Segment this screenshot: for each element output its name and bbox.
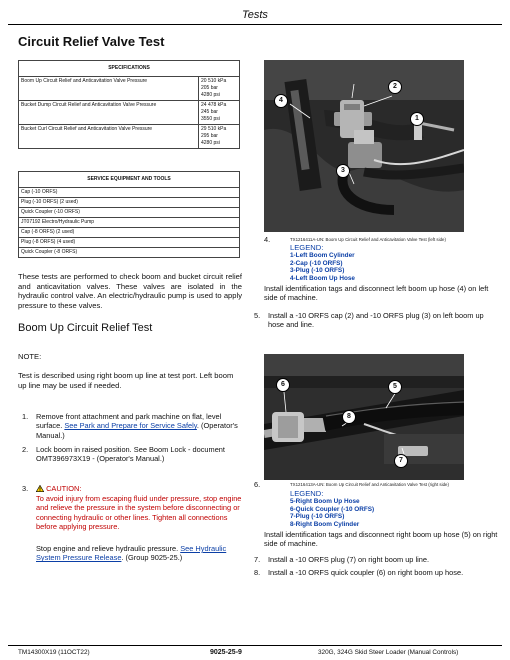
header-title: Tests: [242, 9, 268, 21]
caution-label: CAUTION:: [46, 484, 82, 493]
equipment-item: JT07192 Electro/Hydraulic Pump: [19, 218, 240, 228]
spec-value: 29 510 kPa: [201, 126, 227, 132]
callout-6: 6: [276, 378, 290, 392]
legend-item: 4-Left Boom Up Hose: [290, 274, 355, 282]
spec-value: 245 bar: [201, 109, 218, 115]
caution-text: To avoid injury from escaping fluid under pressure, stop engine and relieve the pressure in the system before disconnecting or connecting hydraulic or other lines. Tighten all connections before applying pressure.: [36, 494, 242, 532]
spec-value: 205 bar: [201, 85, 218, 91]
park-prepare-link[interactable]: See Park and Prepare for Service Safely: [64, 421, 197, 431]
legend-item: 3-Plug (-10 ORFS): [290, 267, 345, 275]
callout-7: 7: [394, 454, 408, 468]
footer-machine-model: 320G, 324G Skid Steer Loader (Manual Controls): [318, 649, 459, 656]
figure-2-legend: [290, 498, 500, 528]
spec-row: [19, 77, 240, 101]
callout-8: 8: [342, 410, 356, 424]
header-rule: [8, 24, 502, 25]
note-text: Test is described using right boom up line at test port. Left boom up line may be used if needed.: [18, 371, 234, 390]
callout-2: 2: [388, 80, 402, 94]
step-4-text: Install identification tags and disconnect left boom up hose (4) on left side of machine.: [264, 284, 489, 303]
footer-document-id: TM14300X19 (11OCT22): [18, 649, 90, 656]
service-equipment-heading: SERVICE EQUIPMENT AND TOOLS: [19, 172, 240, 188]
callout-4: 4: [274, 94, 288, 108]
hydraulic-fitting-left-illustration: [264, 60, 464, 232]
specifications-heading: SPECIFICATIONS: [19, 61, 240, 77]
spec-label: Bucket Curl Circuit Relief and Anticavitation Valve Pressure: [19, 125, 199, 149]
figure-1-caption: TX1216411A-UN: Boom Up Circuit Relief and Anticavitation Valve Test (left side): [290, 237, 446, 242]
step-text: . (Operator's Manual.): [36, 421, 238, 440]
step-text: Install a -10 ORFS quick coupler (6) on right boom up hose.: [268, 568, 464, 577]
service-equipment-table: [18, 171, 240, 258]
figure-2-photo: [264, 354, 464, 480]
callout-1: 1: [410, 112, 424, 126]
step-number: 1.: [22, 412, 29, 421]
spec-row: [19, 125, 240, 149]
footer-rule: [8, 645, 502, 646]
step-number: 8.: [254, 568, 261, 577]
equipment-item: Quick Coupler (-10 ORFS): [19, 208, 240, 218]
spec-row: [19, 101, 240, 125]
legend-item: 1-Left Boom Cylinder: [290, 252, 355, 259]
legend-item: 5-Right Boom Up Hose: [290, 498, 360, 505]
legend-item: 7-Plug (-10 ORFS): [290, 513, 345, 521]
spec-value: 3550 psi: [201, 116, 220, 122]
legend-item: 8-Right Boom Cylinder: [290, 520, 360, 528]
step-text: Install a -10 ORFS plug (7) on right boom up line.: [268, 555, 430, 564]
section-title: Boom Up Circuit Relief Test: [18, 322, 153, 334]
step-text: Stop engine and relieve hydraulic pressure.: [36, 544, 179, 553]
spec-value: 20 510 kPa: [201, 78, 227, 84]
figure-1-legend: [290, 252, 500, 282]
spec-value: 4280 psi: [201, 92, 220, 98]
step-number: 3.: [22, 484, 29, 493]
legend-item: 2-Cap (-10 ORFS): [290, 259, 343, 267]
step-text: Lock boom in raised position. See Boom Lock - document OMT396973X19 - (Operator's Manual.): [36, 445, 225, 464]
equipment-item: Cap (-8 ORFS) (2 used): [19, 228, 240, 238]
step-4-number: 4.: [264, 235, 271, 244]
step-6-text: Install identification tags and disconnect right boom up hose (5) on right side of machine.: [264, 530, 498, 549]
spec-label: Bucket Dump Circuit Relief and Anticavitation Valve Pressure: [19, 101, 199, 125]
hydraulic-fitting-right-illustration: [264, 354, 464, 480]
callout-5: 5: [388, 380, 402, 394]
intro-paragraph: These tests are performed to check boom and bucket circuit relief and anticavitation valves. These valves are isolated in the hydraulic control valve. An electric/hydraulic pump is used to apply pressure to these valves.: [18, 272, 242, 310]
figure-2-legend-label: LEGEND:: [290, 489, 324, 498]
step-text: . (Group 9025-25.): [121, 553, 183, 563]
specifications-table: [18, 60, 240, 149]
spec-label: Boom Up Circuit Relief and Anticavitation Valve Pressure: [19, 77, 199, 101]
step-number: 5.: [254, 311, 261, 320]
equipment-item: Plug (-10 ORFS) (2 used): [19, 198, 240, 208]
step-3-instruction: [36, 544, 242, 563]
figure-1-legend-label: LEGEND:: [290, 243, 324, 252]
note-label: NOTE:: [18, 352, 42, 361]
equipment-item: Cap (-10 ORFS): [19, 188, 240, 198]
step-number: 7.: [254, 555, 261, 564]
step-number: 2.: [22, 445, 29, 454]
equipment-item: Plug (-8 ORFS) (4 used): [19, 238, 240, 248]
figure-1-photo: [264, 60, 464, 232]
callout-3: 3: [336, 164, 350, 178]
legend-item: 6-Quick Coupler (-10 ORFS): [290, 505, 375, 513]
page-title: Circuit Relief Valve Test: [18, 34, 165, 49]
step-text: Install a -10 ORFS cap (2) and -10 ORFS plug (3) on left boom up hose and line.: [268, 311, 484, 330]
figure-2-caption: TX1216413A-UN: Boom Up Circuit Relief and Anticavitation Valve Test (right side): [290, 482, 449, 487]
spec-value: 24 478 kPa: [201, 102, 227, 108]
pressure-release-link[interactable]: See Hydraulic System Pressure Release: [36, 544, 227, 563]
equipment-item: Quick Coupler (-8 ORFS): [19, 248, 240, 258]
warning-triangle-icon: [36, 485, 44, 492]
step-6-number: 6.: [254, 480, 261, 489]
spec-value: 295 bar: [201, 133, 218, 139]
footer-page-number: 9025-25-9: [210, 649, 242, 656]
spec-value: 4280 psi: [201, 140, 220, 146]
step-text: Remove front attachment and park machine on flat, level surface.: [36, 412, 222, 431]
